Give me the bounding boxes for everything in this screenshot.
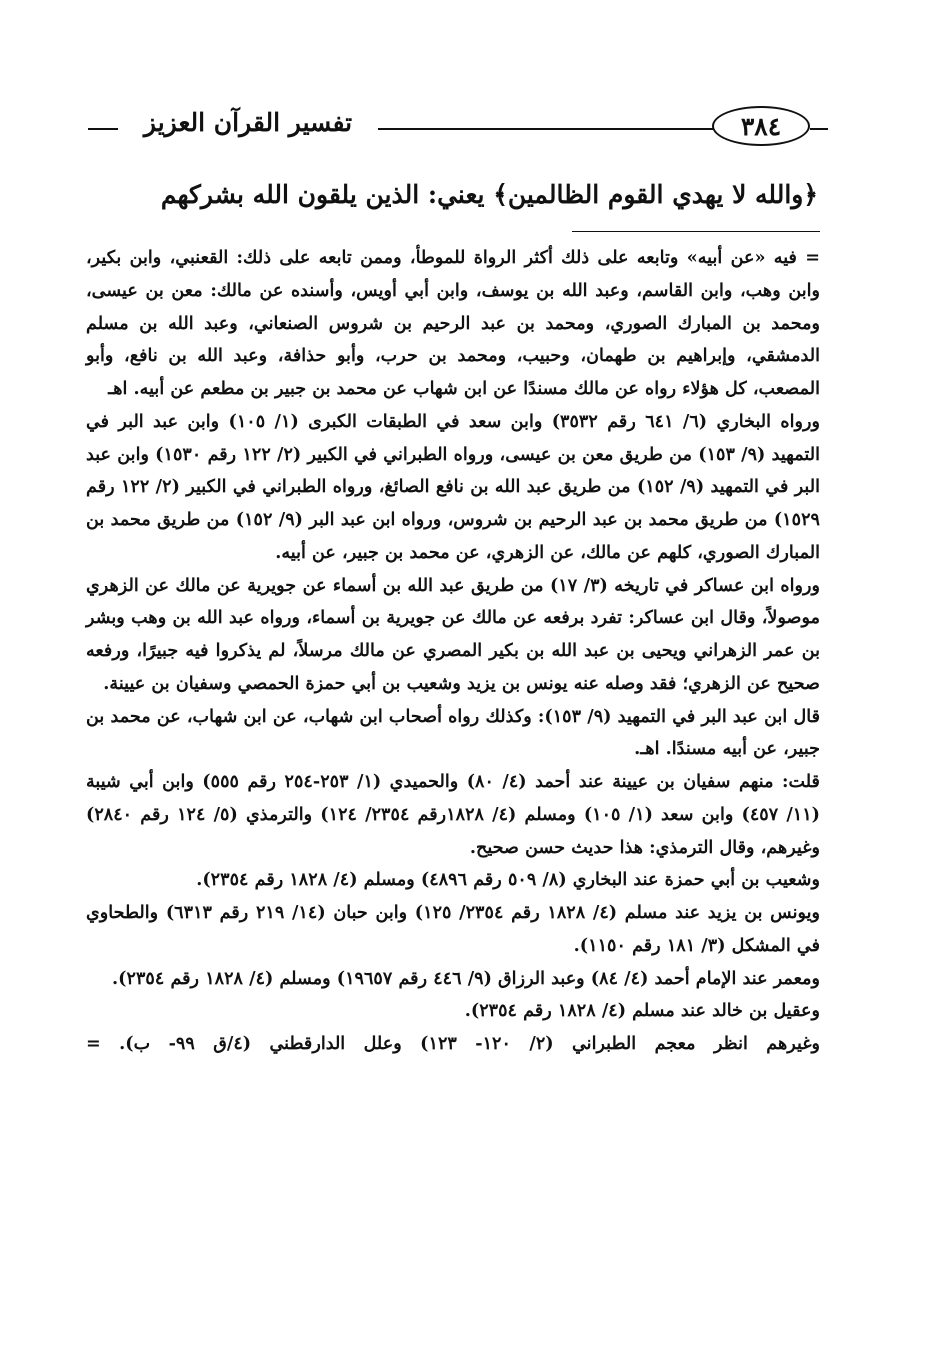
footnote-paragraph-2: ورواه البخاري (٦/ ٦٤١ رقم ٣٥٣٢) وابن سعد في الطبقات الكبرى (١/ ١٠٥) وابن عبد البر في التمهيد (٩/ ١٥٣) من طريق معن بن عيسى، ورواه الطبراني في الكبير (٢/ ١٢٢ رقم ١٥٣٠) وابن عبد البر في التمهيد (٩/ ١٥٢) من طريق عبد الله بن نافع الصائغ، ورواه الطبراني في الكبير (٢/ ١٢٢ رقم ١٥٢٩) من طريق محمد بن عبد الرحيم بن شروس، ورواه ابن عبد البر (٩/ ١٥٢) من طريق محمد بن المبارك الصوري، كلهم عن مالك، عن الزهري، عن محمد بن جبير، عن أبيه. — [86, 410, 820, 563]
footnote-separator — [572, 231, 820, 232]
verse-line: ﴿والله لا يهدي القوم الظالمين﴾ يعني: الذين يلقون الله بشركهم — [160, 180, 818, 209]
footnote-paragraph-6: وشعيب بن أبي حمزة عند البخاري (٨/ ٥٠٩ رقم ٤٨٩٦) ومسلم (٤/ ١٨٢٨ رقم ٢٣٥٤). — [196, 869, 820, 891]
page-header — [88, 104, 828, 154]
footnote-paragraph-3: ورواه ابن عساكر في تاريخه (٣/ ١٧) من طريق عبد الله بن أسماء عن جويرية عن مالك عن الزهري موصولاً، وقال ابن عساكر: تفرد برفعه عن مالك عن جويرية بن أسماء، ورواه عبد الله بن وهب وبشر بن عمر الزهراني ويحيى بن عبد الله بن بكير المصري عن مالك مرسلاً، لم يذكروا فيه جبيرًا، ورفعه صحيح عن الزهري؛ فقد وصله عنه يونس بن يزيد وشعيب بن أبي حمزة الحمصي وسفيان بن عيينة. — [86, 574, 821, 694]
header-rule-left — [88, 128, 118, 130]
page-number: ٣٨٤ — [712, 106, 810, 146]
book-title: تفسير القرآن العزيز — [143, 108, 353, 137]
header-rule-middle — [378, 128, 713, 130]
footnote-paragraph-10: وغيرهم انظر معجم الطبراني (٢/ ١٢٠- ١٢٣) وعلل الدارقطني (٤/ق ٩٩- ب). = — [86, 1033, 821, 1054]
footnote-paragraph-1: = فيه «عن أبيه» وتابعه على ذلك أكثر الرواة للموطأ، وممن تابعه على ذلك: القعنبي، وابن بكير، وابن وهب، وابن القاسم، وعبد الله بن يوسف، وابن أبي أويس، وأسنده عن مالك: معن بن عيسى، ومحمد بن المبارك الصوري، ومحمد بن عبد الرحيم بن شروس الصنعاني، وعبد الله بن مسلم الدمشقي، وإبراهيم بن طهمان، وحبيب، ومحمد بن حرب، وأبو حذافة، وعبد الله بن نافع، وأبو المصعب، كل هؤلاء رواه عن مالك مسندًا عن ابن شهاب عن محمد بن جبير بن مطعم عن أبيه. اهـ — [86, 247, 820, 399]
footnote-paragraph-8: ومعمر عند الإمام أحمد (٤/ ٨٤) وعبد الرزاق (٩/ ٤٤٦ رقم ١٩٦٥٧) ومسلم (٤/ ١٨٢٨ رقم ٢٣٥٤). — [112, 967, 820, 989]
header-rule-right — [810, 128, 828, 130]
footnotes — [86, 242, 820, 1061]
footnote-paragraph-5: قلت: منهم سفيان بن عيينة عند أحمد (٤/ ٨٠) والحميدي (١/ ٢٥٣-٢٥٤ رقم ٥٥٥) وابن أبي شيبة (١١/ ٤٥٧) وابن سعد (١/ ١٠٥) ومسلم (٤/ ١٨٢٨رقم ٢٣٥٤/ ١٢٤) والترمذي (٥/ ١٢٤ رقم ٢٨٤٠) وغيرهم، وقال الترمذي: هذا حديث حسن صحيح. — [86, 771, 820, 858]
footnote-paragraph-9: وعقيل بن خالد عند مسلم (٤/ ١٨٢٨ رقم ٢٣٥٤). — [464, 1000, 820, 1022]
footnote-paragraph-7: ويونس بن يزيد عند مسلم (٤/ ١٨٢٨ رقم ٢٣٥٤/ ١٢٥) وابن حبان (١٤/ ٢١٩ رقم ٦٣١٣) والطحاوي في المشكل (٣/ ١٨١ رقم ١١٥٠). — [86, 902, 820, 956]
footnote-paragraph-4: قال ابن عبد البر في التمهيد (٩/ ١٥٣): وكذلك رواه أصحاب ابن شهاب، عن ابن شهاب، عن محمد بن جبير، عن أبيه مسندًا. اهـ. — [86, 705, 821, 760]
